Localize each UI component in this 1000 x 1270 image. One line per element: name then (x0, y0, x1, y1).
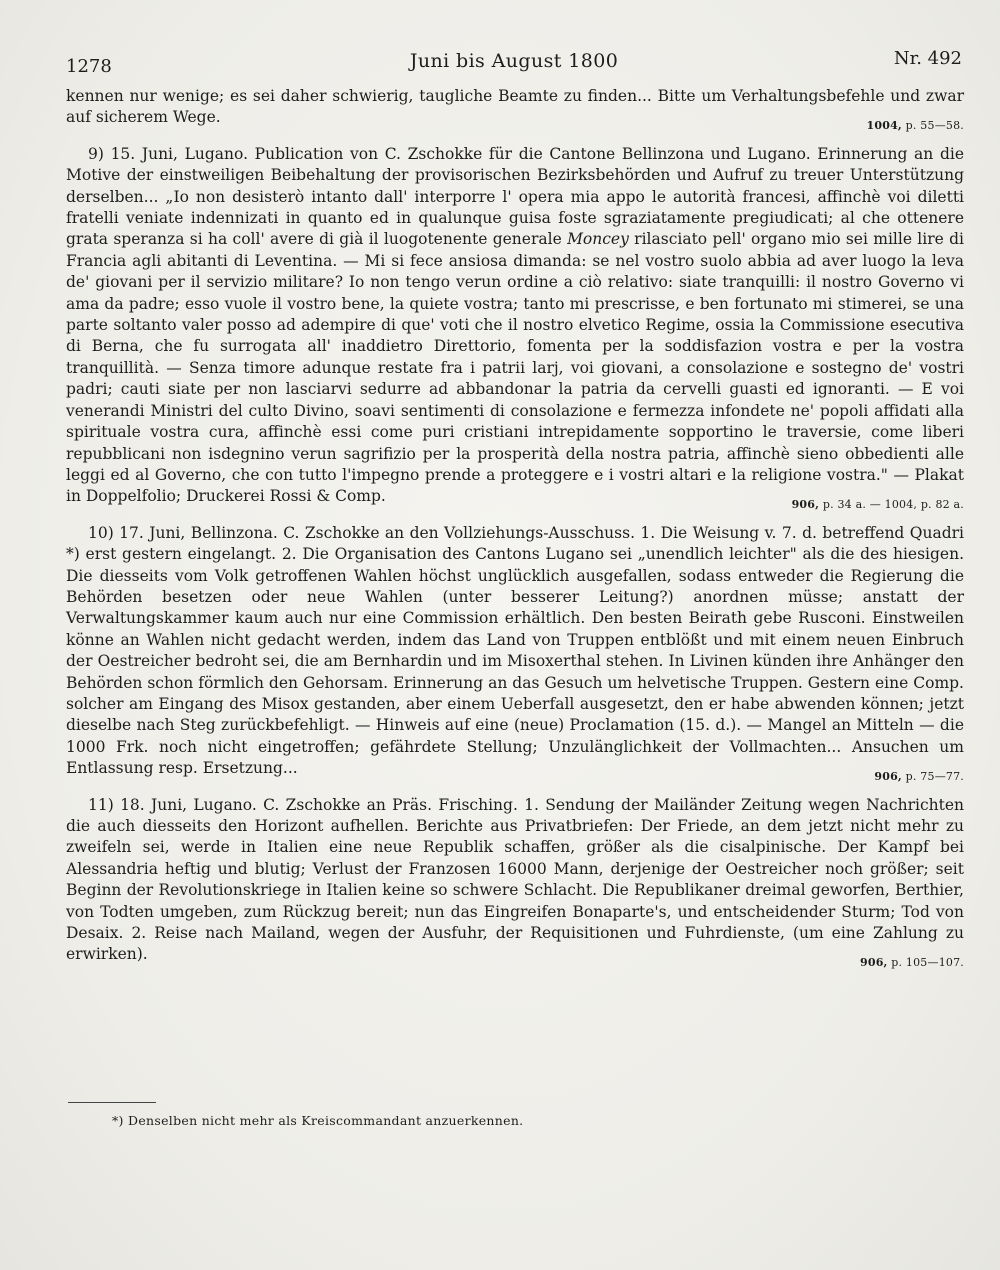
body-text (66, 86, 964, 981)
ref-pages: p. 105—107. (887, 955, 964, 969)
entry-10 (66, 523, 964, 783)
entry-11 (66, 795, 964, 969)
ref-volume: 906, (874, 769, 902, 783)
ref-volume: 1004, (866, 118, 902, 132)
continuation-paragraph (66, 86, 964, 132)
source-reference (66, 957, 964, 969)
running-header (66, 46, 962, 78)
entry-text-part: rilasciato pell' organo mio sei mille lire di Francia agli abitanti di Leventina. — Mi si fece ansiosa dimanda: se nel vostro suolo abbia ad aver luogo la leva de' giovani per il servizio militare? Io non tengo verun ordine a ciò relativo: siate tranquilli: il nostro Governo vi ama da padre; esso vuole il vostro bene, la quiete vostra; tanto mi prescrisse, e ben fortunato mi stimerei, se una parte soltanto valer posso ad adempire di que' voti che il nostro elvetico Regime, ossia la Commissione esecutiva di Berna, che fu surrogata all' inaddietro Direttorio, fomenta per la soddisfazion vostra e per la vostra tranquillità. — Senza timore adunque restate fra i patrii larj, voi giovani, a consolazione e sostegno de' vostri padri; cauti siate per non lasciarvi sedurre ad abbandonar la patria da cervelli guasti ed ignoranti. — E voi venerandi Ministri del culto Divino, soavi sentimenti di consolazione e fermezza infondete ne' popoli affidati alla spirituale vostra cura, affinchè essi come puri cristiani intrepidamente sopportino le traversie, come liberi repubblicani non isdegnino verun sagrifizio per la prosperità della nostra patria, affinchè sieno obbedienti alle leggi ed al Governo, che con tutto l'impegno prende a proteggere e i vostri altari e la religione vostra." — Plakat in Doppelfolio; Druckerei Rossi & Comp. (66, 230, 964, 506)
ref-pages: p. 75—77. (901, 769, 964, 783)
entry-9 (66, 144, 964, 511)
ref-volume: 906, (791, 497, 820, 511)
footnote-divider (68, 1102, 156, 1103)
entry-text: 10) 17. Juni, Bellinzona. C. Zschokke an den Vollziehungs-Ausschuss. 1. Die Weisung v. 7. d. betreffend Quadri *) erst gestern eingelangt. 2. Die Organisation des Cantons Lugano sei „unendlich leichter" als die des hiesigen. Die diesseits vom Volk getroffenen Wahlen höchst unglücklich ausgefallen, sodass entweder die Regierung die Behörden besetzen oder neue Wahlen (unter besserer Leitung?) anordnen müsse; anstatt der Verwaltungskammer kaum auch nur eine Commission erhältlich. Den besten Beirath gebe Rusconi. Einstweilen könne an Wahlen nicht gedacht werden, indem das Land von Truppen entblößt und mit einem neuen Einbruch der Oestreicher bedroht sei, die am Bernhardin und im Misoxerthal stehen. In Livinen künden ihre Anhänger den Behörden schon förmlich den Gehorsam. Erinnerung an das Gesuch um helvetische Truppen. Gestern eine Comp. solcher am Eingang des Misox gestanden, aber einem Ueberfall ausgesetzt, den er habe abwenden können; jetzt dieselbe nach Steg zurückbefehligt. — Hinweis auf eine (neue) Proclamation (15. d.). — Mangel an Mitteln — die 1000 Frk. noch nicht eingetroffen; gefährdete Stellung; Unzulänglichkeit der Vollmachten... Ansuchen um Entlassung resp. Ersetzung... (66, 523, 964, 778)
document-number: Nr. 492 (893, 48, 962, 69)
entry-text: 11) 18. Juni, Lugano. C. Zschokke an Präs. Frisching. 1. Sendung der Mailänder Zeitung wegen Nachrichten die auch diesseits den Horizont aufhellen. Berichte aus Privatbriefen: Der Friede, an dem jetzt nicht mehr zu zweifeln sei, werde in Italien eine neue Republik schaffen, größer als die cisalpinische. Der Kampf bei Alessandria heftig und blutig; Verlust der Franzosen 16000 Mann, derjenige der Oestreicher noch größer; seit Beginn der Revolutionskriege in Italien keine so schwere Schlacht. Die Republikaner dreimal geworfen, Berthier, von Todten umgeben, zum Rückzug bereit; nun das Eingreifen Bonaparte's, und entscheidender Sturm; Tod von Desaix. 2. Reise nach Mailand, wegen der Ausfuhr, der Requisitionen und Fuhrdienste, (um eine Zahlung zu erwirken). (66, 795, 964, 964)
page-number: 1278 (66, 56, 112, 77)
ref-volume: 906, (859, 955, 888, 969)
ref-pages: p. 34 a. — 1004, p. 82 a. (819, 497, 964, 511)
italic-name: Moncey (567, 230, 629, 249)
footnote: *) Denselben nicht mehr als Kreiscommandant anzuerkennen. (112, 1113, 524, 1128)
entry-text-part: 9) 15. Juni, Lugano. Publication von C. Zschokke für die Cantone Bellinzona und Lugano. Erinnerung an die Motive der einstweiligen Beibehaltung der provisorischen Bezirksbehörden und Aufruf zu treuer Unterstützung derselben... „Io non desisterò intanto dall' interporre l' opera mia appo le autorità francesi, affinchè voi diletti fratelli veniate indennizati in quanto ed in qualunque guisa foste sgraziatamente pregiudicati; al che ottenere grata speranza si ha coll' avere di già il luogotenente generale (66, 144, 964, 249)
paragraph-text: kennen nur wenige; es sei daher schwierig, taugliche Beamte zu finden... Bitte um Verhaltungsbefehle und zwar auf sicherem Wege. (66, 87, 964, 127)
page-title: Juni bis August 1800 (409, 50, 619, 72)
entry-text (66, 144, 964, 508)
ref-pages: p. 55—58. (901, 118, 964, 132)
